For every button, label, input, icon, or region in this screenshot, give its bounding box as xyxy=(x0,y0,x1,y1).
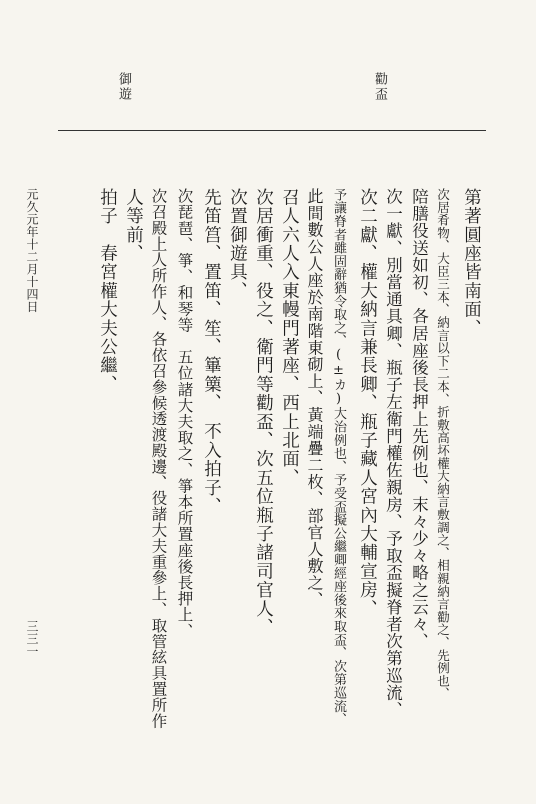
running-head-left: 御遊 xyxy=(116,72,131,102)
text-column-10: 次置御遊具、 xyxy=(227,188,248,301)
text-column-1: 第著圓座皆南面、 xyxy=(461,188,482,338)
text-column-5: 次二獻、權大納言兼長卿、瓶子藏人宮內大輔宣房、 xyxy=(357,188,378,619)
text-column-13: 次召殿上人所作人、各依召參候透渡殿邊、役諸大夫重參上、取管絃具置所作 xyxy=(149,188,168,729)
text-column-6: 予讓脊者雖固辭猶令取之、(±カ)大治例也、予受盃擬公繼卿經座後來取盃、次第巡流、 xyxy=(331,188,346,726)
text-column-3: 陪膳役送如初、各居座後長押上先例也、末々少々略之云々、 xyxy=(409,188,429,650)
text-column-9: 次居衝重、役之、衛門等勸盃、次五位瓶子諸司官人、 xyxy=(253,188,274,637)
page-number: 三三一 xyxy=(25,620,39,658)
text-column-2: 次居肴物、大臣三本、納言以下二本、折敷高坏權大納言敷調之、相親納言勸之、先例也、 xyxy=(435,188,451,700)
text-column-4: 次一獻、別當通具卿、瓶子左衛門權佐親房、予取盃擬脊者次第巡流、 xyxy=(383,188,403,719)
running-head-right: 勸盃 xyxy=(372,72,387,102)
header-rule xyxy=(58,130,486,131)
text-column-12: 次琵琶、箏、和琴等 五位諸大夫取之、箏本所置座後長押上、 xyxy=(175,188,194,639)
text-column-11: 先笛筥、置笛、笙、篳篥、 不入拍子、 xyxy=(201,188,222,516)
margin-date: 元久元年十二月十四日 xyxy=(25,188,39,313)
text-column-7: 此間數公人座於南階東砌上、黃端疊二枚、部官人敷之、 xyxy=(305,188,324,608)
text-column-15: 拍子 春宮權大夫公繼、 xyxy=(97,188,118,394)
text-column-8: 召人六人入東幔門著座、西上北面、 xyxy=(279,188,300,488)
text-column-14: 人等前、 xyxy=(123,188,144,263)
